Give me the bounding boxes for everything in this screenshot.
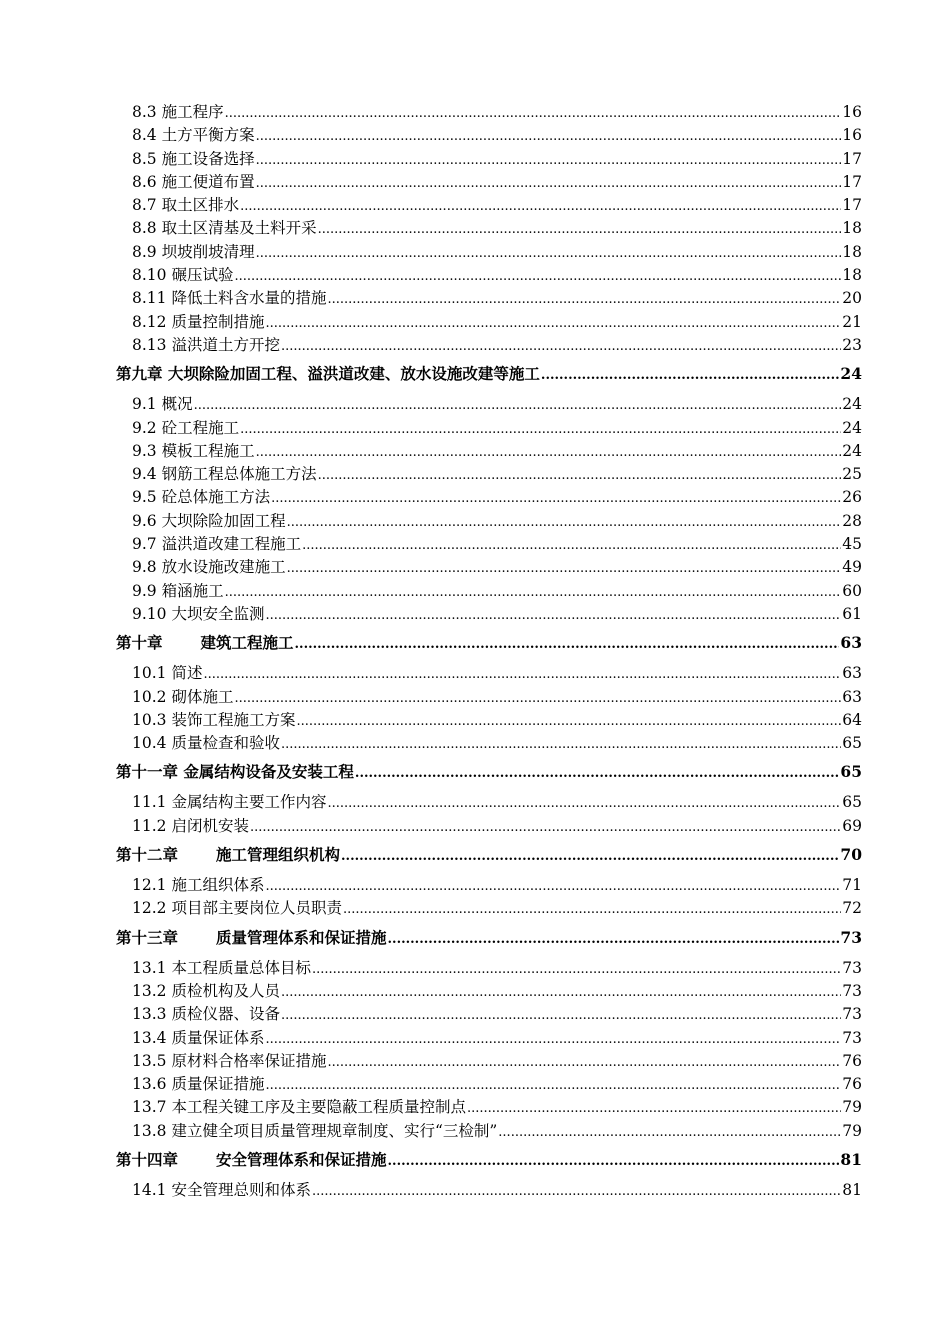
page-number: 79 [842,1098,862,1117]
toc-section-entry[interactable] [116,1002,862,1025]
toc-section-entry[interactable] [116,731,862,754]
page-number: 64 [842,710,862,729]
toc-section-entry[interactable] [116,240,862,263]
dot-leader [327,1055,841,1070]
chapter-number: 第十四章 [116,1149,179,1169]
toc-chapter-entry[interactable] [116,760,862,784]
page-number: 18 [842,219,862,238]
section-title: 10.1 简述 [132,664,203,683]
page-number: 73 [842,958,862,977]
section-title: 14.1 安全管理总则和体系 [132,1180,311,1199]
section-title: 9.7 溢洪道改建工程施工 [132,535,302,554]
section-title: 13.4 质量保证体系 [132,1028,265,1047]
section-title: 12.2 项目部主要岗位人员职责 [132,899,342,918]
page-number: 24 [842,418,862,437]
dot-leader [256,153,842,168]
section-title: 8.10 碾压试验 [132,266,234,285]
dot-leader [312,962,841,977]
page-number: 25 [842,465,862,484]
toc-section-entry[interactable] [116,873,862,896]
dot-leader [281,737,841,752]
dot-leader [281,1008,841,1023]
dot-leader [388,932,840,947]
toc-section-entry[interactable] [116,896,862,919]
chapter-number: 第十三章 [116,927,179,947]
section-title: 9.10 大坝安全监测 [132,604,265,623]
chapter-title [116,362,540,384]
dot-leader [265,1032,841,1047]
dot-leader [312,1184,841,1199]
toc-chapter-entry[interactable] [116,631,862,655]
section-title: 9.2 砼工程施工 [132,418,240,437]
dot-leader [234,269,841,284]
section-title: 10.3 装饰工程施工方案 [132,710,296,729]
chapter-title [116,843,340,865]
toc-section-entry[interactable] [116,685,862,708]
page-number: 24 [842,441,862,460]
page-number: 65 [842,793,862,812]
table-of-contents [116,100,862,1201]
page-number: 45 [842,535,862,554]
toc-section-entry[interactable] [116,708,862,731]
toc-section-entry[interactable] [116,333,862,356]
toc-section-entry[interactable] [116,170,862,193]
toc-section-entry[interactable] [116,462,862,485]
page-number: 79 [842,1121,862,1140]
section-title: 13.3 质检仪器、设备 [132,1005,280,1024]
page-number: 23 [842,335,862,354]
toc-section-entry[interactable] [116,193,862,216]
toc-section-entry[interactable] [116,147,862,170]
dot-leader [343,902,841,917]
section-title: 11.2 启闭机安装 [132,816,249,835]
page-number: 73 [840,927,862,947]
page-number: 65 [840,762,862,782]
page-number: 20 [842,289,862,308]
chapter-name: 金属结构设备及安装工程 [178,762,354,782]
page-number: 63 [840,633,862,653]
toc-section-entry[interactable] [116,532,862,555]
dot-leader [265,1078,841,1093]
page-number: 26 [842,488,862,507]
toc-section-entry[interactable] [116,263,862,286]
section-title: 13.2 质检机构及人员 [132,981,280,1000]
chapter-number: 第九章 [116,364,163,384]
section-title: 8.7 取土区排水 [132,196,240,215]
chapter-name: 施工管理组织机构 [216,845,341,865]
section-title: 13.6 质量保证措施 [132,1075,265,1094]
chapter-name: 大坝除险加固工程、溢洪道改建、放水设施改建等施工 [162,364,540,384]
dot-leader [265,879,841,894]
chapter-name: 建筑工程施工 [200,633,294,653]
dot-leader [281,339,841,354]
page-number: 76 [842,1075,862,1094]
chapter-title [116,760,354,782]
section-title: 13.8 建立健全项目质量管理规章制度、实行“三检制” [132,1121,498,1140]
toc-section-entry[interactable] [116,286,862,309]
dot-leader [225,585,842,600]
dot-leader [287,561,842,576]
dot-leader [265,608,841,623]
toc-section-entry[interactable] [116,1026,862,1049]
section-title: 8.9 坝坡削坡清理 [132,242,255,261]
page-number: 24 [840,364,862,384]
toc-section-entry[interactable] [116,790,862,813]
toc-section-entry[interactable] [116,485,862,508]
toc-section-entry[interactable] [116,509,862,532]
page-number: 63 [842,687,862,706]
page-number: 63 [842,664,862,683]
section-title: 9.9 箱涵施工 [132,581,224,600]
toc-section-entry[interactable] [116,439,862,462]
dot-leader [234,691,841,706]
section-title: 8.5 施工设备选择 [132,149,255,168]
toc-section-entry[interactable] [116,956,862,979]
dot-leader [318,222,842,237]
section-title: 13.1 本工程质量总体目标 [132,958,311,977]
section-title: 8.3 施工程序 [132,103,224,121]
section-title: 9.4 钢筋工程总体施工方法 [132,465,317,484]
page-number: 81 [842,1180,862,1199]
toc-section-entry[interactable] [116,1072,862,1095]
dot-leader [355,766,840,781]
dot-leader [498,1125,841,1140]
section-title: 11.1 金属结构主要工作内容 [132,793,327,812]
section-title: 8.12 质量控制措施 [132,312,265,331]
dot-leader [256,176,842,191]
toc-chapter-entry[interactable] [116,926,862,950]
dot-leader [541,368,840,383]
section-title: 8.4 土方平衡方案 [132,126,255,145]
page-number: 17 [842,196,862,215]
dot-leader [256,129,842,144]
dot-leader [296,714,841,729]
page-number: 60 [842,581,862,600]
section-title: 9.1 概况 [132,395,193,414]
section-title: 8.6 施工便道布置 [132,172,255,191]
page-number: 17 [842,149,862,168]
section-title: 10.4 质量检查和验收 [132,734,280,753]
chapter-title [116,631,294,653]
toc-section-entry[interactable] [116,979,862,1002]
section-title: 9.5 砼总体施工方法 [132,488,271,507]
page-number: 76 [842,1051,862,1070]
section-title: 12.1 施工组织体系 [132,876,265,895]
dot-leader [318,468,842,483]
toc-section-entry[interactable] [116,1178,862,1201]
toc-section-entry[interactable] [116,392,862,415]
chapter-number: 第十二章 [116,845,179,865]
page-number: 16 [842,103,862,121]
toc-section-entry[interactable] [116,602,862,625]
toc-section-entry[interactable] [116,123,862,146]
page-number: 17 [842,172,862,191]
dot-leader [271,491,841,506]
section-title: 10.2 砌体施工 [132,687,234,706]
dot-leader [194,398,842,413]
toc-section-entry[interactable] [116,1119,862,1142]
toc-section-entry[interactable] [116,579,862,602]
section-title: 8.11 降低土料含水量的措施 [132,289,327,308]
page-number: 61 [842,604,862,623]
dot-leader [302,538,841,553]
page-number: 28 [842,511,862,530]
chapter-name: 质量管理体系和保证措施 [216,927,387,947]
section-title: 9.3 模板工程施工 [132,441,255,460]
dot-leader [341,849,839,864]
page-number: 73 [842,1028,862,1047]
toc-section-entry[interactable] [116,416,862,439]
dot-leader [265,316,841,331]
dot-leader [287,515,842,530]
page-number: 70 [840,845,862,865]
chapter-name: 安全管理体系和保证措施 [216,1149,387,1169]
dot-leader [388,1154,840,1169]
page-number: 71 [842,876,862,895]
page-number: 69 [842,816,862,835]
toc-section-entry[interactable] [116,1095,862,1118]
page-number: 18 [842,242,862,261]
toc-chapter-entry[interactable] [116,843,862,867]
chapter-title [116,1148,387,1170]
chapter-number: 第十章 [116,633,163,653]
page-number: 16 [842,126,862,145]
section-title: 9.8 放水设施改建施工 [132,558,286,577]
toc-section-entry[interactable] [116,814,862,837]
section-title: 13.7 本工程关键工序及主要隐蔽工程质量控制点 [132,1098,466,1117]
dot-leader [240,199,841,214]
toc-section-entry[interactable] [116,100,862,123]
dot-leader [256,246,842,261]
dot-leader [203,667,841,682]
dot-leader [281,985,841,1000]
page-number: 24 [842,395,862,414]
page-number: 65 [842,734,862,753]
page-number: 18 [842,266,862,285]
dot-leader [467,1101,841,1116]
dot-leader [327,292,841,307]
toc-chapter-entry[interactable] [116,362,862,386]
page-number: 81 [840,1149,862,1169]
section-title: 8.8 取土区清基及土料开采 [132,219,317,238]
page-number: 73 [842,1005,862,1024]
page-number: 49 [842,558,862,577]
toc-section-entry[interactable] [116,216,862,239]
toc-section-entry[interactable] [116,555,862,578]
dot-leader [295,637,840,652]
dot-leader [240,422,841,437]
dot-leader [225,106,842,121]
chapter-title [116,926,387,948]
toc-section-entry[interactable] [116,661,862,684]
page-number: 73 [842,981,862,1000]
chapter-number: 第十一章 [116,762,179,782]
section-title: 13.5 原材料合格率保证措施 [132,1051,327,1070]
section-title: 8.13 溢洪道土方开挖 [132,335,280,354]
dot-leader [327,796,841,811]
section-title: 9.6 大坝除险加固工程 [132,511,286,530]
dot-leader [256,445,842,460]
page-number: 21 [842,312,862,331]
toc-section-entry[interactable] [116,1049,862,1072]
toc-section-entry[interactable] [116,310,862,333]
page-number: 72 [842,899,862,918]
toc-chapter-entry[interactable] [116,1148,862,1172]
dot-leader [250,820,841,835]
